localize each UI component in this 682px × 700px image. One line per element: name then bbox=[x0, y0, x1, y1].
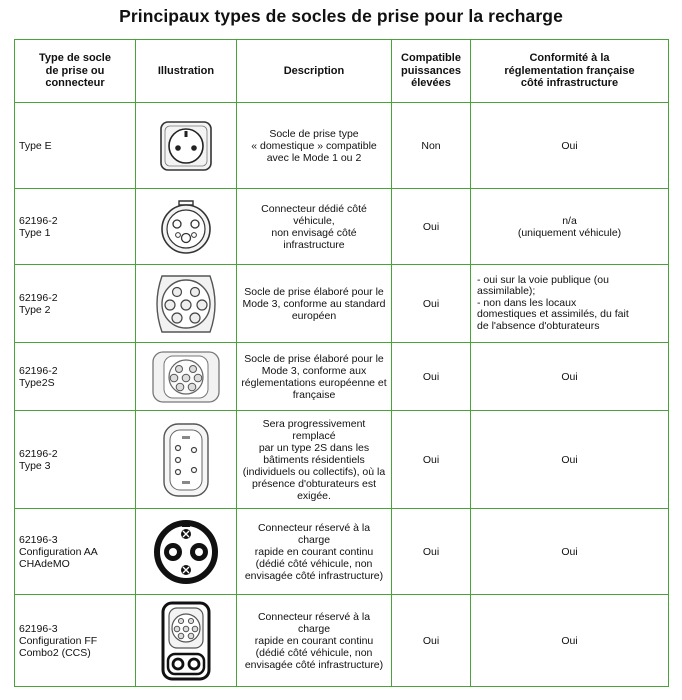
cell-type: 62196-2 Type2S bbox=[15, 343, 136, 411]
socket-types-table bbox=[14, 39, 669, 687]
table-row bbox=[15, 595, 669, 687]
header-type: Type de socle de prise ou connecteur bbox=[15, 40, 136, 103]
cell-description: Socle de prise type « domestique » compatible avec le Mode 1 ou 2 bbox=[237, 103, 392, 189]
cell-type: 62196-3 Configuration FF Combo2 (CCS) bbox=[15, 595, 136, 687]
cell-illustration bbox=[136, 103, 237, 189]
table-row bbox=[15, 103, 669, 189]
cell-conformity: Oui bbox=[471, 343, 669, 411]
cell-description: Sera progressivement remplacé par un type 2S dans les bâtiments résidentiels (individuels ou collectifs), où la présence d'obturateurs est exigée. bbox=[237, 411, 392, 509]
cell-conformity: Oui bbox=[471, 595, 669, 687]
cell-illustration bbox=[136, 411, 237, 509]
cell-conformity: Oui bbox=[471, 411, 669, 509]
cell-illustration bbox=[136, 189, 237, 265]
page-title: Principaux types de socles de prise pour la recharge bbox=[119, 6, 563, 26]
header-description: Description bbox=[237, 40, 392, 103]
cell-description: Connecteur dédié côté véhicule, non envisagé côté infrastructure bbox=[237, 189, 392, 265]
table-row bbox=[15, 189, 669, 265]
cell-conformity: n/a (uniquement véhicule) bbox=[471, 189, 669, 265]
header-illustration: Illustration bbox=[136, 40, 237, 103]
type-e-socket-icon bbox=[158, 120, 214, 172]
table-row bbox=[15, 343, 669, 411]
cell-type: 62196-2 Type 2 bbox=[15, 265, 136, 343]
cell-conformity: Oui bbox=[471, 509, 669, 595]
cell-compatible: Oui bbox=[392, 189, 471, 265]
header-conformity: Conformité à la réglementation française côté infrastructure bbox=[471, 40, 669, 103]
cell-description: Socle de prise élaboré pour le Mode 3, conforme aux réglementations européenne et française bbox=[237, 343, 392, 411]
header-compatible: Compatible puissances élevées bbox=[392, 40, 471, 103]
type-2s-socket-icon bbox=[150, 349, 222, 405]
type-3-socket-icon bbox=[156, 420, 216, 500]
cell-compatible: Non bbox=[392, 103, 471, 189]
table-row bbox=[15, 411, 669, 509]
table-header-row bbox=[15, 40, 669, 103]
cell-type: 62196-3 Configuration AA CHAdeMO bbox=[15, 509, 136, 595]
cell-illustration bbox=[136, 343, 237, 411]
cell-description: Socle de prise élaboré pour le Mode 3, conforme au standard européen bbox=[237, 265, 392, 343]
cell-illustration bbox=[136, 265, 237, 343]
type-2-socket-icon bbox=[146, 272, 226, 336]
cell-illustration bbox=[136, 595, 237, 687]
cell-compatible: Oui bbox=[392, 343, 471, 411]
cell-type: 62196-2 Type 3 bbox=[15, 411, 136, 509]
table-row bbox=[15, 509, 669, 595]
cell-compatible: Oui bbox=[392, 265, 471, 343]
cell-illustration bbox=[136, 509, 237, 595]
cell-compatible: Oui bbox=[392, 595, 471, 687]
cell-type: Type E bbox=[15, 103, 136, 189]
chademo-connector-icon bbox=[153, 519, 219, 585]
type-1-connector-icon bbox=[157, 197, 215, 257]
combo2-ccs-connector-icon bbox=[158, 600, 214, 682]
cell-description: Connecteur réservé à la charge rapide en courant continu (dédié côté véhicule, non envisagée côté infrastructure) bbox=[237, 509, 392, 595]
table-row bbox=[15, 265, 669, 343]
cell-type: 62196-2 Type 1 bbox=[15, 189, 136, 265]
cell-conformity: Oui bbox=[471, 103, 669, 189]
cell-compatible: Oui bbox=[392, 411, 471, 509]
cell-description: Connecteur réservé à la charge rapide en courant continu (dédié côté véhicule, non envisagée côté infrastructure) bbox=[237, 595, 392, 687]
cell-compatible: Oui bbox=[392, 509, 471, 595]
cell-conformity: - oui sur la voie publique (ou assimilable); - non dans les locaux domestiques et assimilés, du fait de l'absence d'obturateurs bbox=[471, 265, 669, 343]
